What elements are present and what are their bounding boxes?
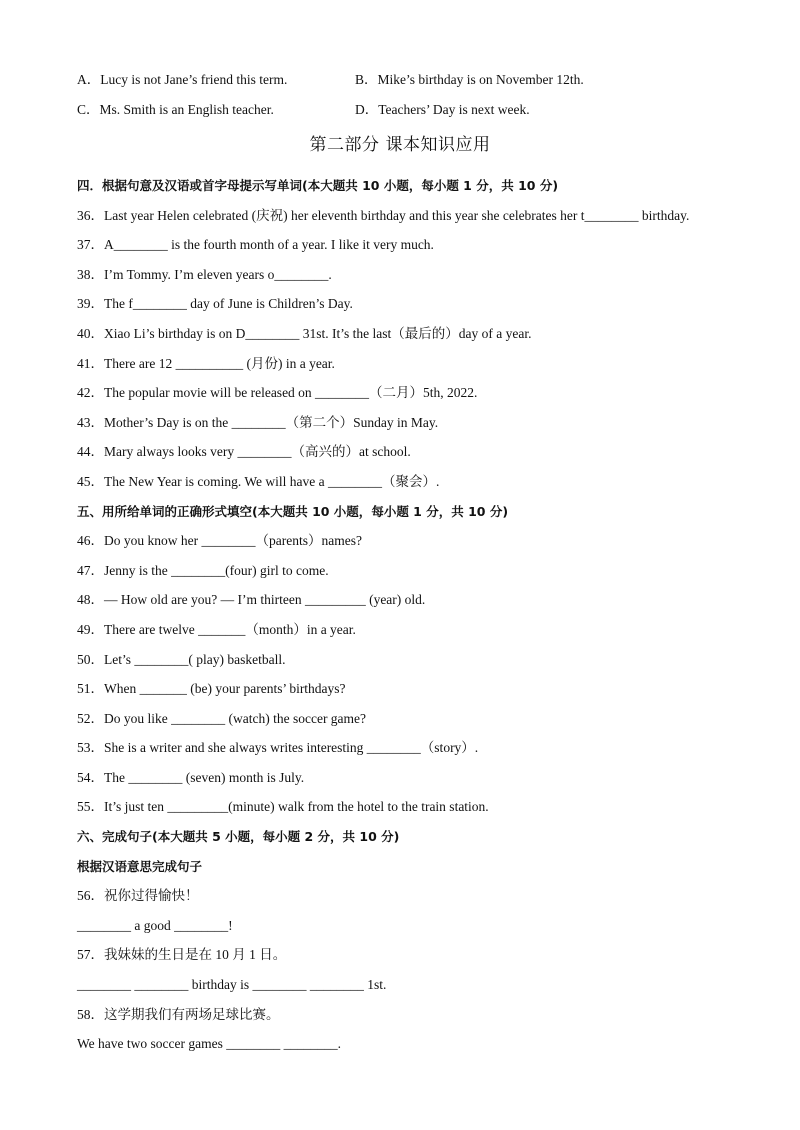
question-36: 36．Last year Helen celebrated (庆祝) her eleventh birthday and this year she celebrates her t________ birthday. [77,207,690,223]
question-55: 55．It’s just ten _________(minute) walk from the hotel to the train station. [77,799,489,815]
question-53: 53．She is a writer and she always writes interesting ________（story）. [77,740,479,756]
question-40: 40．Xiao Li’s birthday is on D________ 31st. It’s the last（最后的）day of a year. [77,325,532,341]
option-b: B．Mike’s birthday is on November 12th. [355,72,584,87]
option-a: A．Lucy is not Jane’s friend this term. [77,72,288,87]
question-44: 44．Mary always looks very ________（高兴的）at school. [77,444,411,460]
question-51: 51．When _______ (be) your parents’ birthdays? [77,681,346,697]
question-52: 52．Do you like ________ (watch) the soccer game? [77,710,367,726]
question-58: 58．这学期我们有两场足球比赛。 [77,1006,280,1022]
option-d: D．Teachers’ Day is next week. [355,102,530,117]
question-56: 56．祝你过得愉快！ [77,888,199,904]
section6-subheading: 根据汉语意思完成句子 [77,858,203,874]
options-row-1 [77,63,757,93]
part-title: 第二部分 课本知识应用 [309,135,491,155]
question-48: 48．— How old are you? — I’m thirteen _________ (year) old. [77,592,426,608]
question-54: 54．The ________ (seven) month is July. [77,769,305,785]
question-57: 57．我妹妹的生日是在 10 月 1 日。 [77,947,287,963]
section4-heading: 四．根据句意及汉语或首字母提示写单词(本大题共 10 小题，每小题 1 分，共 10 分) [77,178,559,193]
question-43: 43．Mother’s Day is on the ________（第二个）Sunday in May. [77,414,439,430]
answer-line-56: ________ a good ________! [77,917,233,933]
worksheet-content [77,171,777,1059]
question-50: 50．Let’s ________( play) basketball. [77,651,286,667]
question-39: 39．The f________ day of June is Children’s Day. [77,296,353,312]
answer-line-57: ________ ________ birthday is ________ ________ 1st. [77,977,387,993]
question-41: 41．There are 12 __________ (月份) in a year. [77,355,335,371]
question-47: 47．Jenny is the ________(four) girl to come. [77,562,329,578]
section6-heading: 六、完成句子(本大题共 5 小题，每小题 2 分，共 10 分) [77,829,400,845]
option-c: C．Ms. Smith is an English teacher. [77,102,274,117]
question-38: 38．I’m Tommy. I’m eleven years o________. [77,266,332,282]
section5-heading: 五、用所给单词的正确形式填空(本大题共 10 小题，每小题 1 分，共 10 分) [77,503,509,519]
question-37: 37．A________ is the fourth month of a year. I like it very much. [77,237,434,253]
question-45: 45．The New Year is coming. We will have a ________（聚会）. [77,473,440,489]
question-46: 46．Do you know her ________（parents）names? [77,533,362,549]
answer-line-58: We have two soccer games ________ ________. [77,1036,341,1052]
question-42: 42．The popular movie will be released on ________（二月）5th, 2022. [77,385,478,401]
options-row-2 [77,93,757,123]
question-49: 49．There are twelve _______（month）in a year. [77,621,356,637]
answer-options [77,63,757,123]
